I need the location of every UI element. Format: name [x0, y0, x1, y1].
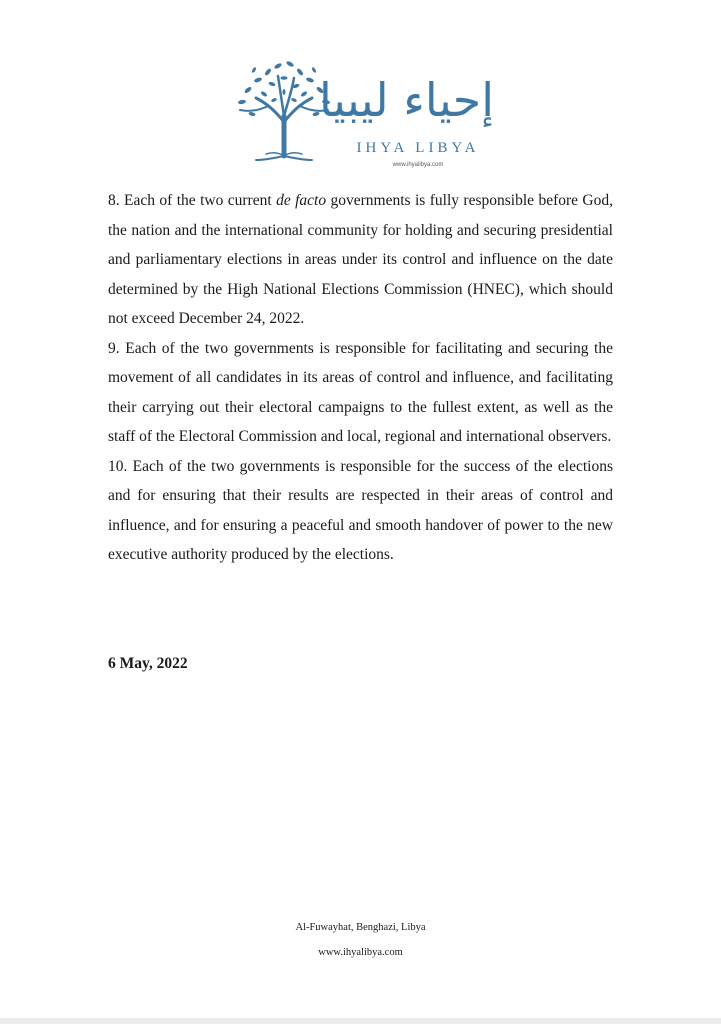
document-body [108, 186, 613, 570]
document-date: 6 May, 2022 [108, 655, 188, 672]
paragraph-8 [108, 186, 613, 334]
paragraph-9: 9. Each of the two governments is responsible for facilitating and securing the movement of all candidates in its areas of control and influence, and facilitating their carrying out their electoral campaigns to the fullest extent, as well as the staff of the Electoral Commission and local, regional and international observers. [108, 339, 613, 445]
paragraph-8-lead: 8. Each of the two current [108, 192, 277, 209]
logo-arabic-name: إحياء ليبيا [318, 73, 494, 127]
page-bottom-edge [0, 1018, 721, 1024]
logo-website: www.ihyalibya.com [392, 162, 444, 168]
footer-website: www.ihyalibya.com [318, 947, 403, 958]
logo-latin-name: IHYA LIBYA [356, 140, 480, 156]
paragraph-10: 10. Each of the two governments is responsible for the success of the elections and for ensuring that their results are respected in their areas of control and influence, and for ensuring a peaceful and smooth handover of power to the new executive authority produced by the elections. [108, 457, 613, 563]
footer-address: Al-Fuwayhat, Benghazi, Libya [295, 922, 426, 933]
paragraph-8-rest: governments is fully responsible before God, the nation and the international community for holding and securing presidential and parliamentary elections in areas under its control and influence on the date determined by the High National Elections Commission (HNEC), which should not exceed December 24, 2022. [108, 192, 614, 327]
paragraph-8-emphasis: de facto [276, 192, 327, 209]
ihya-libya-logo [228, 52, 498, 176]
